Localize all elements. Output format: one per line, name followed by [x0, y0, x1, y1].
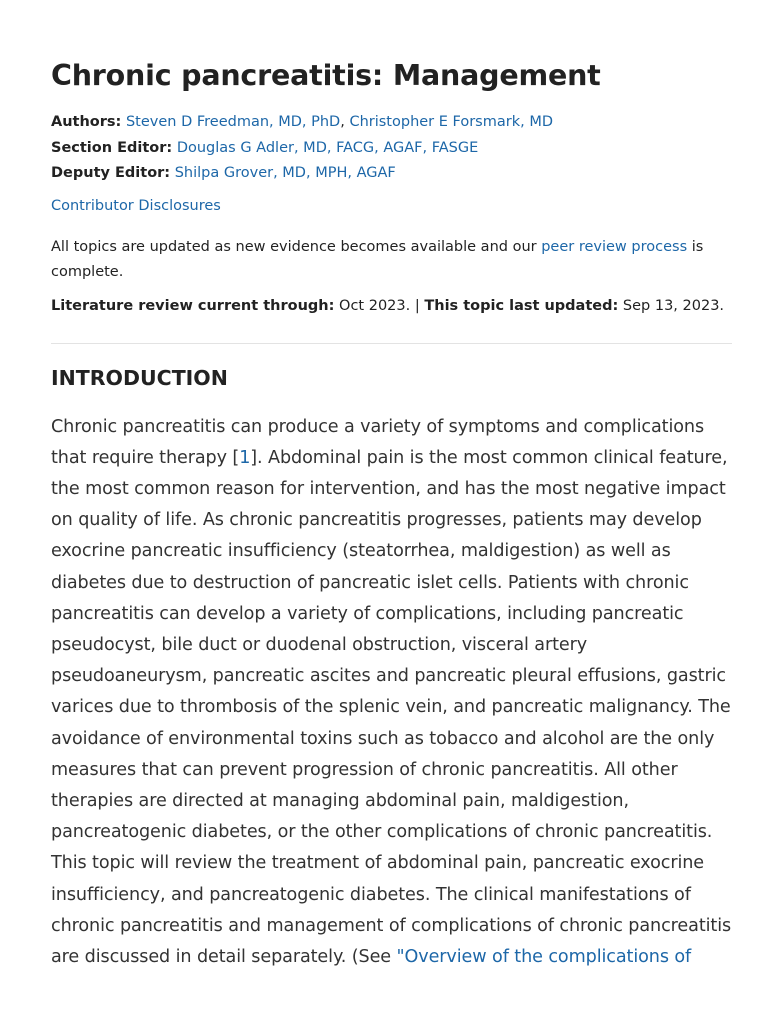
author-link-freedman[interactable]: Steven D Freedman, MD, PhD [125, 114, 341, 130]
section-editor-link[interactable]: Douglas G Adler, MD, FACG, AGAF, FASGE [176, 139, 479, 156]
contributor-disclosures-link[interactable]: Contributor Disclosures [51, 197, 221, 214]
intro-text-part2: ]. Abdominal pain is the most common clinical feature, the most common reason for intervention, and has the most negative impact on quality of life. As chronic pancreatitis progresses, patients may develop exocrine pancreatic insufficiency (steatorrhea, maldigestion) as well as diabetes due to destruction of pancreatic islet cells. Patients with chronic pancreatitis can develop a variety of complications, including pancreatic pseudocyst, bile duct or duodenal obstruction, visceral artery pseudoaneurysm, pancreatic ascites and pancreatic pleural effusions, gastric varices due to thrombosis of the splenic vein, and pancreatic malignancy. The avoidance of environmental toxins such as tobacco and alcohol are the only measures that can prevent progression of chronic pancreatitis. All other therapies are directed at managing abdominal pain, maldigestion, pancreatogenic diabetes, or the other complications of chronic pancreatitis. This topic will review the treatment of abdominal pain, pancreatic exocrine insufficiency, and pancreatogenic diabetes. The clinical manifestations of chronic pancreatitis and management of complications of chronic pancreatitis are discussed in detail separately. (See [51, 447, 732, 967]
introduction-heading: INTRODUCTION [51, 365, 228, 390]
update-note-text-after: is complete. [51, 238, 704, 280]
author-link-forsmark[interactable]: Christopher E Forsmark, MD [349, 114, 553, 130]
overview-complications-link[interactable]: "Overview of the complications of [396, 946, 692, 967]
disclosures-row [51, 194, 732, 219]
lit-review-date: Oct 2023. [334, 297, 411, 314]
byline [51, 110, 732, 187]
authors-line [51, 110, 732, 136]
review-dates [51, 294, 732, 319]
page-title: Chronic pancreatitis: Management [51, 59, 601, 92]
intro-text-part1: Chronic pancreatitis can produce a variety of symptoms and complications that require therapy [ [51, 416, 705, 468]
lit-review-label: Literature review current through: [51, 297, 335, 314]
authors-separator: , [340, 114, 350, 130]
last-updated-label: This topic last updated: [424, 297, 619, 314]
deputy-editor-label: Deputy Editor: [51, 165, 171, 181]
reference-link-1[interactable]: 1 [239, 447, 251, 468]
authors-label: Authors: [51, 114, 122, 130]
introduction-paragraph [51, 412, 732, 974]
section-divider [51, 343, 732, 344]
peer-review-link[interactable]: peer review process [541, 238, 688, 255]
deputy-editor-link[interactable]: Shilpa Grover, MD, MPH, AGAF [174, 165, 396, 181]
review-separator: | [410, 297, 425, 314]
update-note-text-before: All topics are updated as new evidence becomes available and our [51, 238, 542, 255]
section-editor-line [51, 136, 732, 162]
last-updated-date: Sep 13, 2023. [618, 297, 725, 314]
section-editor-label: Section Editor: [51, 139, 173, 156]
update-note [51, 235, 732, 285]
deputy-editor-line [51, 161, 732, 187]
